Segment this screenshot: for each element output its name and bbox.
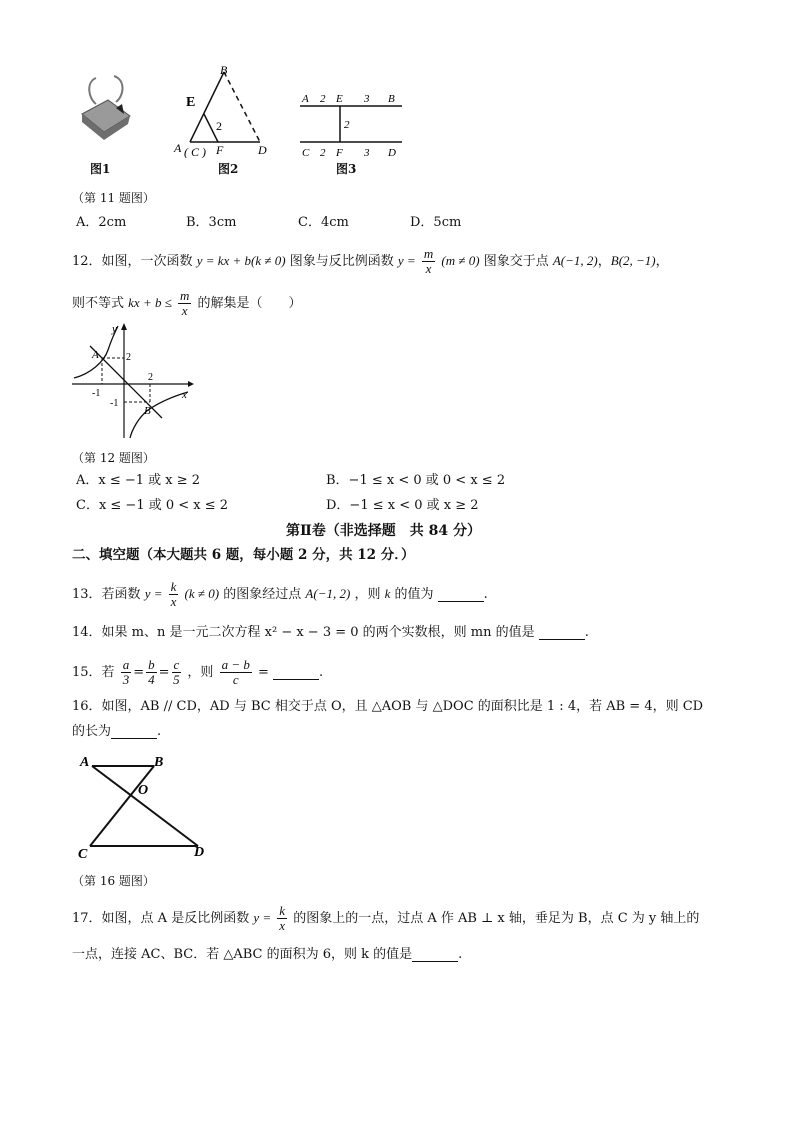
q17-num: k bbox=[279, 903, 286, 918]
q11-caption: （第 11 题图） bbox=[72, 191, 155, 205]
q13-end: . bbox=[483, 587, 488, 602]
q17-line-1 bbox=[72, 904, 699, 933]
q13-den: x bbox=[170, 594, 177, 609]
q12-linear-function: y = kx + b(k ≠ 0) bbox=[196, 253, 286, 268]
q11-option-a: A．2cm bbox=[76, 215, 127, 230]
fig2-label-f: F bbox=[216, 143, 224, 157]
q17-text-a: 17．如图，点 A 是反比例函数 bbox=[72, 911, 250, 926]
q12-frac-den: x bbox=[425, 261, 432, 276]
q17-lhs: y = bbox=[253, 910, 272, 925]
q12-option-d: D．−1 ≤ x < 0 或 x ≥ 2 bbox=[326, 498, 479, 513]
q16-label-b: B bbox=[154, 755, 164, 770]
q12-graph-two-y: 2 bbox=[126, 352, 131, 363]
q12-inequality: kx + b ≤ bbox=[128, 295, 172, 310]
q11-figure-1-clip bbox=[74, 70, 136, 150]
q13-point: A(−1, 2) bbox=[305, 586, 351, 601]
fig2-label-d: D bbox=[258, 143, 267, 157]
q16-figure bbox=[74, 752, 224, 864]
q15-end: . bbox=[319, 665, 324, 680]
q12-graph bbox=[70, 322, 194, 442]
q14-end: . bbox=[584, 625, 589, 640]
q11-option-c: C．4cm bbox=[298, 215, 349, 230]
q12-graph-b-label: B bbox=[144, 405, 151, 417]
q12-inverse-fraction bbox=[422, 247, 435, 276]
q16-line2-text: 的长为 bbox=[72, 724, 112, 739]
q12-line-2 bbox=[72, 289, 302, 318]
fig3-top-e: E bbox=[336, 93, 343, 105]
q13-text-b: 的图象经过点 bbox=[223, 587, 302, 602]
q12-point-b: B(2, −1) bbox=[610, 253, 656, 268]
q16-line-1: 16．如图，AB // CD，AD 与 BC 相交于点 O，且 △AOB 与 △DOC 的面积比是 1 : 4，若 AB = 4，则 CD bbox=[72, 699, 704, 714]
fig3-bottom-d: D bbox=[388, 147, 396, 159]
fig3-bottom-2: 2 bbox=[320, 147, 326, 159]
q12-inverse-cond: (m ≠ 0) bbox=[441, 253, 480, 268]
fig2-label-c: ( C ) bbox=[184, 145, 206, 158]
q12-ineq-den: x bbox=[181, 303, 188, 318]
q11-fig3-label: 图3 bbox=[336, 162, 357, 176]
q13-fraction bbox=[169, 580, 179, 609]
q13-num: k bbox=[170, 579, 177, 594]
q15-text-b: ，则 bbox=[187, 665, 214, 680]
q11-fig1-label: 图1 bbox=[90, 162, 111, 176]
q13-line bbox=[72, 580, 488, 609]
q12-text-b: 图象与反比例函数 bbox=[289, 254, 394, 269]
q12-graph-x-label: x bbox=[182, 389, 187, 401]
fig3-bottom-f: F bbox=[336, 147, 343, 159]
fig2-label-b: B bbox=[220, 63, 228, 77]
fill-blank-heading: 二、填空题（本大题共 6 题，每小题 2 分，共 12 分．） bbox=[72, 547, 415, 563]
q17-end: . bbox=[458, 947, 463, 962]
q12-line2-b: 的解集是（ ） bbox=[197, 296, 302, 311]
q13-text-c: ，则 bbox=[354, 587, 381, 602]
fig2-label-a: A bbox=[174, 141, 182, 155]
q17-answer-blank bbox=[412, 947, 458, 962]
q12-graph-neg1-x: -1 bbox=[92, 388, 101, 399]
q17-text-b: 的图象上的一点，过点 A 作 AB ⊥ x 轴，垂足为 B，点 C 为 y 轴上的 bbox=[293, 911, 700, 926]
fig2-label-e: E bbox=[186, 95, 196, 110]
q15-f1-num: a bbox=[122, 657, 130, 672]
q13-cond: (k ≠ 0) bbox=[184, 586, 220, 601]
q17-line-2 bbox=[72, 946, 462, 964]
q14-line bbox=[72, 624, 589, 642]
q16-label-c: C bbox=[78, 847, 88, 862]
q12-frac-num: m bbox=[423, 246, 434, 261]
q15-frac-target bbox=[220, 658, 252, 687]
q12-point-a: A(−1, 2) bbox=[552, 253, 598, 268]
q12-line-1: 12．如图，一次函数 y = kx + b(k ≠ 0) 图象与反比例函数 y = $\frac{m}{x}$ (m ≠ 0) 图象交于点 A(−1, 2)，B(2, −1)， bbox=[72, 246, 669, 276]
q15-f4-num: a − b bbox=[221, 657, 250, 672]
q16-answer-blank bbox=[111, 724, 157, 739]
q12-graph-a-label: A bbox=[92, 349, 99, 361]
q12-ineq-num: m bbox=[180, 288, 190, 303]
q11-fig2-label: 图2 bbox=[218, 162, 239, 176]
q14-answer-blank bbox=[539, 625, 585, 640]
q15-frac-a3 bbox=[121, 658, 132, 687]
fig2-length-label: 2 bbox=[216, 119, 222, 133]
q12-graph-neg1-y: -1 bbox=[110, 398, 119, 409]
fig3-bottom-c: C bbox=[302, 147, 310, 159]
q12-line2-a: 则不等式 bbox=[72, 296, 125, 311]
q16-label-a: A bbox=[80, 755, 90, 770]
q12-text-a: 12．如图，一次函数 bbox=[72, 254, 193, 269]
q12-ineq-fraction bbox=[178, 289, 191, 318]
q13-lhs: y = bbox=[144, 586, 163, 601]
q17-line2-text: 一点，连接 AC、BC．若 △ABC 的面积为 6，则 k 的值是 bbox=[72, 947, 413, 962]
q16-line-2 bbox=[72, 723, 161, 741]
q13-text-a: 13．若函数 bbox=[72, 587, 141, 602]
q15-text-a: 15．若 bbox=[72, 665, 115, 680]
q12-option-c: C．x ≤ −1 或 0 < x ≤ 2 bbox=[76, 498, 229, 513]
q15-eq: = bbox=[258, 665, 269, 680]
fig3-top-a: A bbox=[302, 93, 309, 105]
q13-answer-blank bbox=[438, 587, 484, 602]
q16-label-o: O bbox=[138, 783, 149, 798]
q12-graph-two-x: 2 bbox=[148, 372, 153, 383]
q12-inverse-lhs: y = bbox=[397, 253, 416, 268]
fig3-top-b: B bbox=[388, 93, 395, 105]
q15-answer-blank bbox=[273, 665, 319, 680]
q11-option-d: D．5cm bbox=[410, 215, 462, 230]
q16-end: . bbox=[157, 724, 162, 739]
q15-f4-den: c bbox=[232, 672, 239, 687]
q13-k: k bbox=[384, 586, 391, 601]
q11-option-b: B．3cm bbox=[186, 215, 237, 230]
q12-option-b: B．−1 ≤ x < 0 或 0 < x ≤ 2 bbox=[326, 473, 506, 488]
q17-fraction bbox=[277, 904, 287, 933]
q12-option-a: A．x ≤ −1 或 x ≥ 2 bbox=[76, 473, 201, 488]
q12-caption: （第 12 题图） bbox=[72, 451, 155, 465]
q12-graph-y-label: y bbox=[112, 323, 117, 335]
q13-text-d: 的值为 bbox=[394, 587, 434, 602]
q17-den: x bbox=[279, 918, 286, 933]
q15-line: 15．若 $\frac{a}{3}$ = $\frac{b}{4}$ = $\frac{c}{5}$ ，则 $\frac{a - b}{c}$ = . bbox=[72, 657, 324, 687]
q12-text-c: 图象交于点 bbox=[483, 254, 549, 269]
q15-f3-num: c bbox=[173, 657, 180, 672]
q14-text: 14．如果 m、n 是一元二次方程 x² − x − 3 = 0 的两个实数根，则 mn 的值是 bbox=[72, 625, 535, 640]
fig3-top-2: 2 bbox=[320, 93, 326, 105]
q15-f3-den: 5 bbox=[173, 672, 180, 687]
q15-f2-den: 4 bbox=[148, 672, 155, 687]
q15-f2-num: b bbox=[148, 657, 155, 672]
fig3-top-3: 3 bbox=[364, 93, 370, 105]
q15-frac-c5 bbox=[172, 658, 182, 687]
fig3-bottom-3: 3 bbox=[364, 147, 370, 159]
q16-caption: （第 16 题图） bbox=[72, 874, 155, 888]
q15-frac-b4 bbox=[146, 658, 157, 687]
fig3-mid-2: 2 bbox=[344, 119, 350, 131]
q11-figure-3-rectangle bbox=[300, 88, 404, 160]
q16-label-d: D bbox=[194, 845, 205, 860]
q11-figure-2-triangle bbox=[170, 62, 280, 158]
q15-f1-den: 3 bbox=[122, 672, 130, 687]
part-two-title: 第Ⅱ卷（非选择题 共 84 分） bbox=[286, 523, 482, 539]
